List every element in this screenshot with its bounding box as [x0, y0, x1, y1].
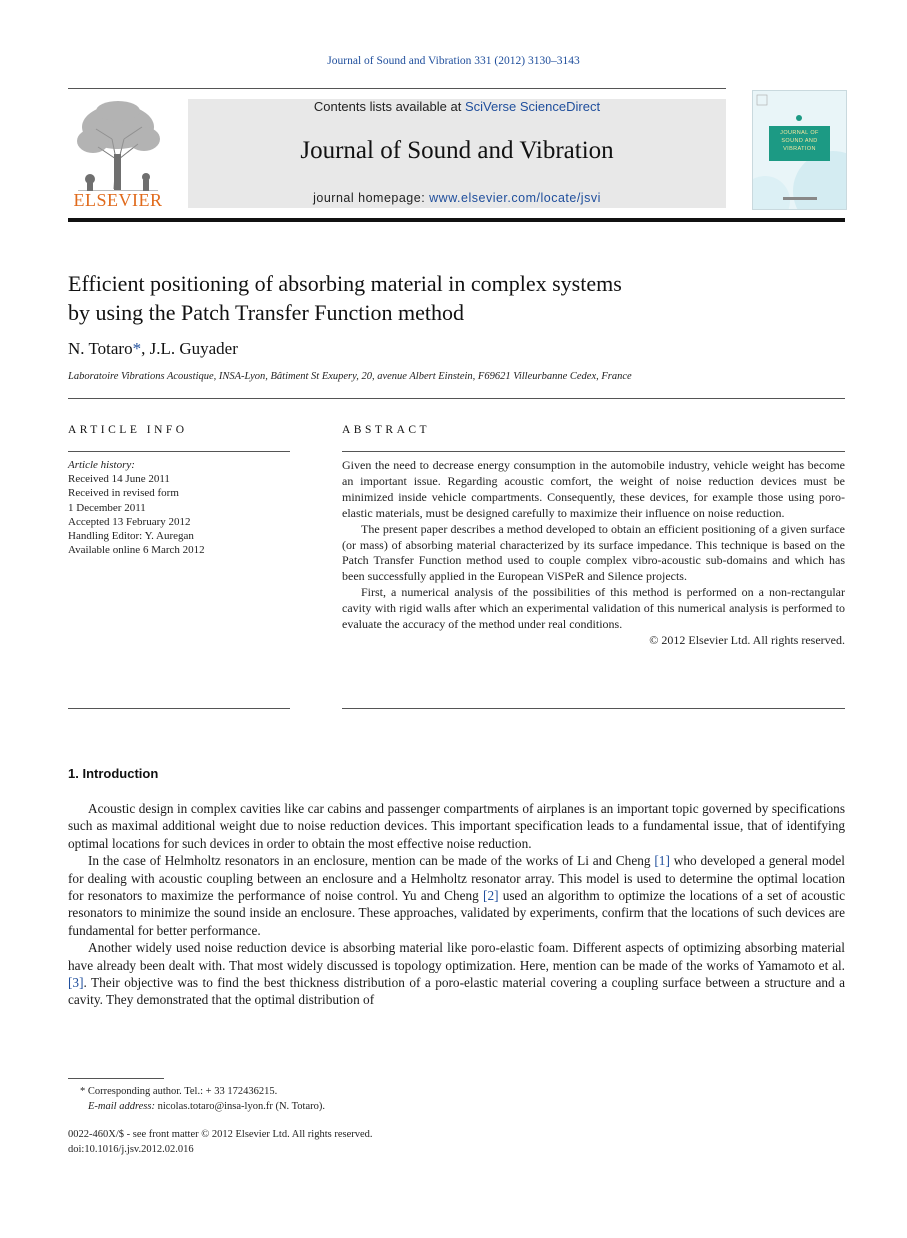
history-online: Available online 6 March 2012 [68, 544, 205, 557]
sciencedirect-link[interactable]: SciVerse ScienceDirect [464, 99, 601, 114]
affiliation-rule [68, 398, 845, 399]
introduction-heading: 1. Introduction [68, 766, 159, 781]
contents-prefix: Contents lists available at [313, 99, 465, 114]
author-affiliation: Laboratoire Vibrations Acoustique, INSA-Lyon, Bâtiment St Exupery, 20, avenue Albert Einstein, F69621 Villeurbanne Cedex, France [68, 371, 632, 382]
doi-line[interactable]: doi:10.1016/j.jsv.2012.02.016 [68, 1144, 194, 1155]
abstract-body [342, 458, 845, 649]
journal-citation[interactable]: Journal of Sound and Vibration 331 (2012) 3130–3143 [327, 55, 580, 67]
article-history-label: Article history: [68, 459, 135, 471]
history-revised-date: 1 December 2011 [68, 501, 146, 514]
reference-link-3[interactable]: [3] [68, 975, 84, 991]
abstract-bottom-rule [342, 708, 845, 709]
journal-masthead [188, 99, 726, 208]
elsevier-tree-icon [68, 99, 168, 191]
abstract-paragraph: Given the need to decrease energy consumption in the automobile industry, vehicle weight has become an important issue. Regarding acoustic comfort, the weight of noise reduction devices must be minimized inside vehicle compartments. Consequently, these devices, for example those using poro-elastic materials, must be designed carefully to maximize their influence on noise reduction. [342, 458, 845, 520]
article-title: Efficient positioning of absorbing material in complex systems by using the Patch Transfer Function method [68, 271, 622, 325]
header-thick-rule [68, 218, 845, 222]
author-totaro[interactable]: N. Totaro [68, 339, 133, 358]
introduction-body [68, 800, 845, 1009]
elsevier-wordmark: ELSEVIER [73, 190, 163, 210]
history-revised-label: Received in revised form [68, 487, 179, 500]
footnote-rule [68, 1078, 164, 1079]
footnotes [68, 1084, 325, 1114]
email-label: E-mail address: [88, 1101, 155, 1112]
author-list [68, 339, 238, 359]
article-history [68, 458, 290, 557]
article-info-rule [68, 451, 290, 452]
journal-name: Journal of Sound and Vibration [300, 137, 614, 164]
reference-link-2[interactable]: [2] [483, 888, 499, 904]
front-matter [68, 1127, 373, 1157]
journal-cover-thumbnail[interactable] [752, 90, 847, 210]
homepage-prefix: journal homepage: [313, 191, 430, 205]
corresponding-author-footnote: * Corresponding author. Tel.: + 33 172436215. [80, 1086, 278, 1097]
abstract-paragraph: The present paper describes a method developed to obtain an efficient positioning of a given surface (or mass) of absorbing material characterized by its surface impedance. This technique is based on the Patch Transfer Function method used to couple complex vibro-acoustic sub-domains and which has been successfully applied in the European ViSPeR and Silence projects. [342, 521, 845, 584]
cover-title-text: JOURNAL OF SOUND AND VIBRATION [780, 130, 819, 152]
front-matter-line: 0022-460X/$ - see front matter © 2012 Elsevier Ltd. All rights reserved. [68, 1129, 373, 1140]
abstract-paragraph: First, a numerical analysis of the possibilities of this method is performed on a non-rectangular cavity with rigid walls after which an experimental validation of this numerical analysis is performed to evaluate the accuracy of the method under real conditions. [342, 585, 845, 632]
intro-paragraph: In the case of Helmholtz resonators in an enclosure, mention can be made of the works of Li and Cheng [1] who developed a general model for dealing with acoustic coupling between an enclosure and a Helmholtz resonator array. This model is used to determine the optimal location for resonators to maximize the performance of noise control. Yu and Cheng [2] used an algorithm to optimize the locations of a set of acoustic resonators to minimize the sound inside an enclosure. These approaches, validated by experiments, confirm that the locations of such devices are fundamental for better performance. [68, 853, 845, 938]
contents-available-line [188, 99, 726, 114]
corresponding-author-mark[interactable]: * [132, 339, 142, 358]
journal-homepage-link[interactable]: www.elsevier.com/locate/jsvi [429, 191, 601, 205]
history-editor: Handling Editor: Y. Auregan [68, 530, 194, 543]
author-separator: , [141, 339, 150, 358]
top-rule [68, 88, 726, 89]
intro-paragraph: Acoustic design in complex cavities like car cabins and passenger compartments of airplanes is an important topic governed by specifications such as maximal additional weight due to noise reduction devices. This important specification leads to a fundamental issue, that of identifying optimal locations for such devices in order to obtain the most effective noise reduction. [68, 801, 845, 851]
intro-paragraph: Another widely used noise reduction device is absorbing material like poro-elastic foam. Different aspects of optimizing absorbing material have already been dealt with. That most widely discussed is topology optimization. Here, mention can be made of the works of Yamamoto et al. [3]. Their objective was to find the best thickness distribution of a poro-elastic material covering a coupling surface between a structure and a cavity. They demonstrated that the optimal distribution of [68, 940, 845, 1008]
article-info-bottom-rule [68, 708, 290, 709]
abstract-heading: ABSTRACT [342, 424, 431, 436]
abstract-copyright: © 2012 Elsevier Ltd. All rights reserved. [649, 632, 845, 647]
reference-link-1[interactable]: [1] [654, 853, 670, 869]
email-footnote [68, 1099, 325, 1114]
journal-homepage-line [188, 191, 726, 205]
article-info-heading: ARTICLE INFO [68, 424, 188, 436]
history-received: Received 14 June 2011 [68, 473, 170, 486]
email-address[interactable]: nicolas.totaro@insa-lyon.fr (N. Totaro). [154, 1101, 325, 1112]
elsevier-logo [68, 99, 168, 211]
history-accepted: Accepted 13 February 2012 [68, 515, 191, 528]
abstract-rule [342, 451, 845, 452]
author-guyader[interactable]: J.L. Guyader [149, 339, 238, 358]
